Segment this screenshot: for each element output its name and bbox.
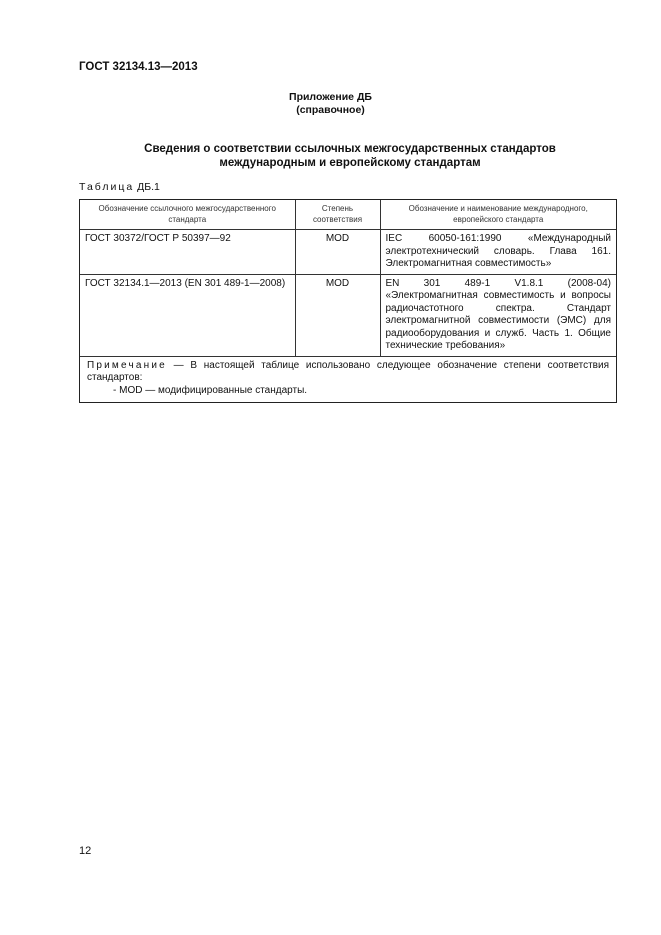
appendix-heading (0, 91, 661, 117)
section-title (80, 142, 620, 170)
correspondence-table (79, 199, 617, 403)
appendix-title: Приложение ДБ (289, 91, 372, 103)
note-text: — В настоящей таблице использовано следующее обозначение степени соответствия стандартов: (87, 359, 609, 383)
header-international-standard: Обозначение и наименование международного, европейского стандарта (380, 200, 616, 230)
cell-international-standard: IEC 60050-161:1990 «Международный электротехнический словарь. Глава 161. Электромагнитная совместимость» (380, 230, 616, 275)
table-header-row (80, 200, 616, 230)
cell-international-standard: EN 301 489-1 V1.8.1 (2008-04) «Электромагнитная совместимость и вопросы радиочастотного спектра. Стандарт электромагнитной совместимости (ЭМС) для радиооборудования и служб. Часть 1. Общие технические требования» (380, 274, 616, 356)
cell-degree: MOD (295, 274, 380, 356)
cell-degree: MOD (295, 230, 380, 275)
note-label: Примечание (87, 359, 167, 371)
section-title-line-2: международным и европейскому стандартам (219, 157, 481, 169)
cell-reference-standard: ГОСТ 32134.1—2013 (EN 301 489-1—2008) (80, 274, 295, 356)
note-paragraph (87, 360, 609, 385)
table-label-word: Таблица (79, 181, 135, 193)
cell-reference-standard: ГОСТ 30372/ГОСТ Р 50397—92 (80, 230, 295, 275)
table-note (80, 356, 616, 402)
note-list-item: - MOD — модифицированные стандарты. (113, 384, 308, 396)
document-code: ГОСТ 32134.13—2013 (79, 61, 198, 73)
header-reference-standard: Обозначение ссылочного межгосударственного стандарта (80, 200, 295, 230)
page-number: 12 (79, 845, 92, 857)
section-title-line-1: Сведения о соответствии ссылочных межгосударственных стандартов (144, 143, 556, 155)
appendix-subtitle: (справочное) (296, 104, 365, 116)
table-label-number: ДБ.1 (137, 181, 160, 193)
header-degree: Степень соответствия (295, 200, 380, 230)
table-row (80, 274, 616, 356)
table-note-row (80, 356, 616, 402)
table-label (79, 181, 160, 193)
table-row (80, 230, 616, 275)
